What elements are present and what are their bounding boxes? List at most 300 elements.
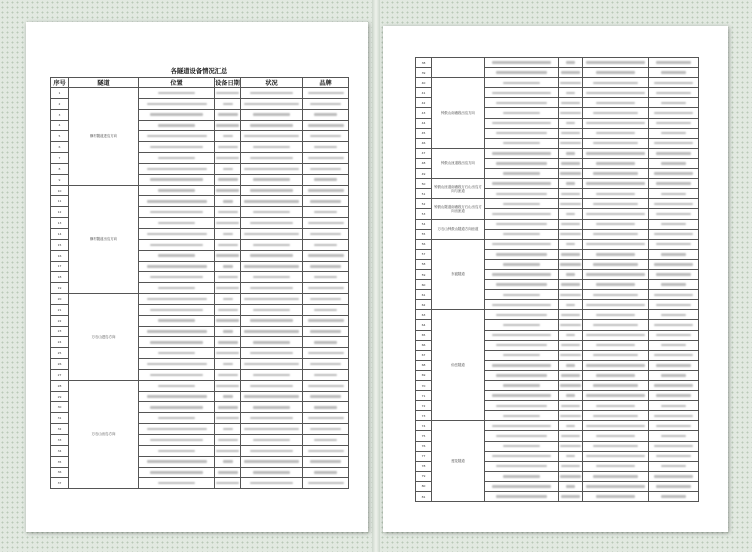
redacted-text	[586, 273, 645, 275]
brand-cell	[303, 326, 349, 337]
redacted-text	[158, 189, 196, 191]
row-number: 39	[416, 68, 432, 78]
date-cell	[559, 360, 583, 370]
redacted-text	[223, 265, 233, 267]
date-cell	[215, 272, 241, 283]
status-cell	[241, 445, 303, 456]
status-cell	[583, 138, 649, 148]
redacted-text	[503, 384, 540, 386]
date-cell	[215, 218, 241, 229]
row-number: 34	[51, 445, 69, 456]
redacted-text	[158, 319, 196, 321]
redacted-text	[566, 182, 575, 184]
redacted-text	[586, 425, 645, 427]
position-cell	[139, 467, 215, 478]
status-cell	[583, 169, 649, 179]
brand-cell	[649, 310, 699, 320]
redacted-text	[253, 439, 290, 441]
status-cell	[241, 228, 303, 239]
row-number: 11	[51, 196, 69, 207]
redacted-text	[223, 233, 233, 235]
redacted-text	[661, 71, 686, 73]
date-cell	[215, 326, 241, 337]
redacted-text	[244, 363, 299, 365]
date-cell	[559, 461, 583, 471]
status-cell	[241, 218, 303, 229]
brand-cell	[303, 359, 349, 370]
redacted-text	[654, 82, 693, 84]
tunnel-name: 东渡隧道	[432, 239, 485, 310]
position-cell	[485, 209, 559, 219]
position-cell	[485, 471, 559, 481]
redacted-text	[216, 92, 239, 94]
row-number: 37	[51, 478, 69, 489]
row-number: 50	[416, 179, 432, 189]
redacted-text	[492, 425, 550, 427]
row-number: 68	[416, 360, 432, 370]
page-fold	[372, 0, 380, 552]
row-number: 73	[416, 411, 432, 421]
redacted-text	[586, 92, 645, 94]
position-cell	[485, 411, 559, 421]
position-cell	[485, 401, 559, 411]
redacted-text	[308, 482, 344, 484]
status-cell	[241, 185, 303, 196]
position-cell	[485, 451, 559, 461]
redacted-text	[656, 122, 690, 124]
date-cell	[215, 109, 241, 120]
status-cell	[241, 369, 303, 380]
redacted-text	[503, 415, 540, 417]
position-cell	[485, 269, 559, 279]
redacted-text	[150, 471, 203, 473]
row-number: 12	[51, 207, 69, 218]
status-cell	[241, 142, 303, 153]
position-cell	[485, 78, 559, 88]
redacted-text	[661, 283, 686, 285]
date-cell	[215, 424, 241, 435]
status-cell	[583, 471, 649, 481]
redacted-text	[147, 135, 207, 137]
redacted-text	[561, 102, 579, 104]
redacted-text	[314, 113, 337, 115]
row-number: 69	[416, 370, 432, 380]
redacted-text	[503, 445, 540, 447]
redacted-text	[496, 71, 547, 73]
redacted-text	[661, 223, 686, 225]
date-cell	[215, 163, 241, 174]
redacted-text	[244, 460, 299, 462]
redacted-text	[250, 450, 293, 452]
redacted-text	[308, 352, 344, 354]
redacted-text	[253, 276, 290, 278]
redacted-text	[150, 341, 203, 343]
redacted-text	[496, 223, 547, 225]
redacted-text	[566, 92, 575, 94]
redacted-text	[656, 334, 690, 336]
redacted-text	[250, 92, 293, 94]
redacted-text	[253, 113, 290, 115]
brand-cell	[649, 381, 699, 391]
redacted-text	[314, 374, 337, 376]
table-row	[416, 219, 699, 229]
date-cell	[215, 228, 241, 239]
status-cell	[583, 411, 649, 421]
brand-cell	[649, 360, 699, 370]
status-cell	[241, 163, 303, 174]
status-cell	[583, 481, 649, 491]
redacted-text	[253, 211, 290, 213]
redacted-text	[216, 189, 239, 191]
brand-cell	[649, 239, 699, 249]
status-cell	[241, 207, 303, 218]
status-cell	[583, 68, 649, 78]
redacted-text	[566, 425, 575, 427]
redacted-text	[596, 132, 635, 134]
brand-cell	[303, 402, 349, 413]
redacted-text	[661, 374, 686, 376]
row-number: 71	[416, 391, 432, 401]
redacted-text	[314, 211, 337, 213]
status-cell	[583, 148, 649, 158]
row-number: 16	[51, 250, 69, 261]
status-cell	[241, 174, 303, 185]
brand-cell	[649, 249, 699, 259]
redacted-text	[218, 439, 238, 441]
redacted-text	[147, 460, 207, 462]
date-cell	[559, 229, 583, 239]
position-cell	[485, 350, 559, 360]
redacted-text	[496, 435, 547, 437]
redacted-text	[223, 168, 233, 170]
redacted-text	[223, 135, 233, 137]
redacted-text	[596, 435, 635, 437]
redacted-text	[560, 203, 581, 205]
redacted-text	[561, 253, 579, 255]
redacted-text	[218, 146, 238, 148]
position-cell	[485, 441, 559, 451]
position-cell	[485, 189, 559, 199]
position-cell	[485, 370, 559, 380]
redacted-text	[218, 341, 238, 343]
redacted-text	[593, 82, 639, 84]
status-cell	[583, 269, 649, 279]
date-cell	[215, 207, 241, 218]
redacted-text	[216, 157, 239, 159]
tunnel-name: 万石山钟鼓山隧道方向匝道	[432, 219, 485, 239]
redacted-text	[596, 193, 635, 195]
redacted-text	[147, 363, 207, 365]
date-cell	[559, 219, 583, 229]
table-row	[416, 179, 699, 189]
status-cell	[583, 330, 649, 340]
redacted-text	[596, 253, 635, 255]
row-number: 2	[51, 98, 69, 109]
redacted-text	[314, 178, 337, 180]
status-cell	[583, 431, 649, 441]
position-cell	[485, 199, 559, 209]
redacted-text	[158, 92, 196, 94]
position-cell	[139, 88, 215, 99]
position-cell	[139, 304, 215, 315]
status-cell	[583, 98, 649, 108]
status-cell	[583, 158, 649, 168]
redacted-text	[310, 428, 342, 430]
document-title: 各隧道设备情况汇总	[170, 68, 228, 75]
status-cell	[241, 196, 303, 207]
redacted-text	[503, 142, 540, 144]
status-cell	[583, 320, 649, 330]
brand-cell	[649, 209, 699, 219]
date-cell	[559, 451, 583, 461]
position-cell	[485, 249, 559, 259]
date-cell	[559, 148, 583, 158]
brand-cell	[649, 391, 699, 401]
date-cell	[559, 350, 583, 360]
status-cell	[583, 300, 649, 310]
redacted-text	[566, 364, 575, 366]
redacted-text	[314, 341, 337, 343]
row-number: 6	[51, 142, 69, 153]
row-number: 14	[51, 228, 69, 239]
redacted-text	[314, 471, 337, 473]
header-tunnel: 隧道	[69, 78, 139, 88]
redacted-text	[596, 344, 635, 346]
position-cell	[485, 421, 559, 431]
date-cell	[215, 153, 241, 164]
position-cell	[485, 360, 559, 370]
row-number: 55	[416, 229, 432, 239]
row-number: 56	[416, 239, 432, 249]
date-cell	[559, 88, 583, 98]
redacted-text	[586, 455, 645, 457]
date-cell	[215, 435, 241, 446]
brand-cell	[649, 98, 699, 108]
row-number: 9	[51, 174, 69, 185]
redacted-text	[244, 330, 299, 332]
redacted-text	[561, 283, 579, 285]
row-number: 4	[51, 120, 69, 131]
redacted-text	[656, 273, 690, 275]
redacted-text	[218, 178, 238, 180]
brand-cell	[303, 250, 349, 261]
redacted-text	[654, 445, 693, 447]
redacted-text	[308, 450, 344, 452]
position-cell	[485, 219, 559, 229]
redacted-text	[503, 354, 540, 356]
redacted-text	[244, 135, 299, 137]
status-cell	[583, 391, 649, 401]
redacted-text	[150, 211, 203, 213]
position-cell	[139, 294, 215, 305]
redacted-text	[253, 471, 290, 473]
redacted-text	[566, 61, 575, 63]
brand-cell	[303, 261, 349, 272]
row-number: 78	[416, 461, 432, 471]
brand-cell	[649, 320, 699, 330]
row-number: 28	[51, 380, 69, 391]
row-number: 75	[416, 431, 432, 441]
redacted-text	[496, 132, 547, 134]
redacted-text	[586, 213, 645, 215]
brand-cell	[649, 78, 699, 88]
status-cell	[583, 58, 649, 68]
brand-cell	[649, 199, 699, 209]
brand-cell	[649, 169, 699, 179]
row-number: 41	[416, 88, 432, 98]
redacted-text	[654, 415, 693, 417]
brand-cell	[649, 68, 699, 78]
redacted-text	[310, 460, 342, 462]
redacted-text	[656, 485, 690, 487]
redacted-text	[656, 61, 690, 63]
table-row	[416, 58, 699, 68]
position-cell	[139, 456, 215, 467]
redacted-text	[216, 482, 239, 484]
redacted-text	[560, 354, 581, 356]
redacted-text	[656, 455, 690, 457]
row-number: 38	[416, 58, 432, 68]
position-cell	[139, 359, 215, 370]
position-cell	[485, 431, 559, 441]
date-cell	[559, 492, 583, 502]
redacted-text	[560, 324, 581, 326]
redacted-text	[496, 314, 547, 316]
tunnel-name: 万石山进岛方向	[69, 294, 139, 381]
row-number: 79	[416, 471, 432, 481]
table-row	[51, 88, 349, 99]
position-cell	[139, 261, 215, 272]
redacted-text	[503, 475, 540, 477]
redacted-text	[561, 374, 579, 376]
brand-cell	[303, 120, 349, 131]
position-cell	[139, 402, 215, 413]
header-date: 设备日期	[215, 78, 241, 88]
date-cell	[215, 239, 241, 250]
redacted-text	[566, 485, 575, 487]
redacted-text	[661, 193, 686, 195]
row-number: 74	[416, 421, 432, 431]
brand-cell	[303, 228, 349, 239]
position-cell	[485, 58, 559, 68]
row-number: 8	[51, 163, 69, 174]
tunnel-name: 横村隧道出岛方向	[69, 185, 139, 293]
position-cell	[139, 239, 215, 250]
position-cell	[139, 478, 215, 489]
position-cell	[139, 391, 215, 402]
redacted-text	[253, 406, 290, 408]
redacted-text	[586, 122, 645, 124]
brand-cell	[303, 88, 349, 99]
redacted-text	[593, 263, 639, 265]
redacted-text	[593, 324, 639, 326]
tunnel-name: 万石山出岛方向	[69, 380, 139, 488]
date-cell	[559, 421, 583, 431]
redacted-text	[250, 482, 293, 484]
redacted-text	[216, 319, 239, 321]
brand-cell	[303, 153, 349, 164]
redacted-text	[492, 152, 550, 154]
status-cell	[583, 421, 649, 431]
redacted-text	[218, 113, 238, 115]
redacted-text	[492, 273, 550, 275]
position-cell	[139, 153, 215, 164]
row-number: 66	[416, 340, 432, 350]
redacted-text	[147, 395, 207, 397]
status-cell	[583, 451, 649, 461]
position-cell	[485, 280, 559, 290]
position-cell	[485, 179, 559, 189]
date-cell	[559, 249, 583, 259]
date-cell	[559, 169, 583, 179]
brand-cell	[649, 370, 699, 380]
table-row	[416, 310, 699, 320]
date-cell	[559, 259, 583, 269]
redacted-text	[656, 364, 690, 366]
row-number: 44	[416, 118, 432, 128]
date-cell	[559, 98, 583, 108]
status-cell	[241, 88, 303, 99]
redacted-text	[218, 471, 238, 473]
redacted-text	[496, 465, 547, 467]
redacted-text	[314, 276, 337, 278]
redacted-text	[566, 394, 575, 396]
status-cell	[583, 108, 649, 118]
redacted-text	[244, 428, 299, 430]
redacted-text	[566, 455, 575, 457]
brand-cell	[649, 330, 699, 340]
redacted-text	[654, 384, 693, 386]
brand-cell	[303, 435, 349, 446]
brand-cell	[303, 337, 349, 348]
brand-cell	[649, 441, 699, 451]
status-cell	[583, 128, 649, 138]
status-cell	[241, 359, 303, 370]
row-number: 19	[51, 283, 69, 294]
redacted-text	[496, 344, 547, 346]
redacted-text	[492, 92, 550, 94]
redacted-text	[147, 168, 207, 170]
date-cell	[215, 283, 241, 294]
position-cell	[139, 369, 215, 380]
redacted-text	[503, 233, 540, 235]
redacted-text	[586, 334, 645, 336]
redacted-text	[150, 309, 203, 311]
date-cell	[215, 174, 241, 185]
brand-cell	[303, 391, 349, 402]
brand-cell	[649, 58, 699, 68]
row-number: 65	[416, 330, 432, 340]
status-cell	[583, 340, 649, 350]
date-cell	[215, 413, 241, 424]
redacted-text	[586, 304, 645, 306]
status-cell	[241, 435, 303, 446]
redacted-text	[308, 92, 344, 94]
row-number: 46	[416, 138, 432, 148]
redacted-text	[503, 82, 540, 84]
table-row	[416, 148, 699, 158]
date-cell	[559, 189, 583, 199]
redacted-text	[503, 172, 540, 174]
redacted-text	[310, 168, 342, 170]
date-cell	[215, 315, 241, 326]
redacted-text	[308, 124, 344, 126]
redacted-text	[654, 263, 693, 265]
redacted-text	[250, 287, 293, 289]
position-cell	[139, 337, 215, 348]
tunnel-name: 钟鼓山匝道南港段万石山出岛方向与匝道	[432, 179, 485, 199]
redacted-text	[310, 298, 342, 300]
